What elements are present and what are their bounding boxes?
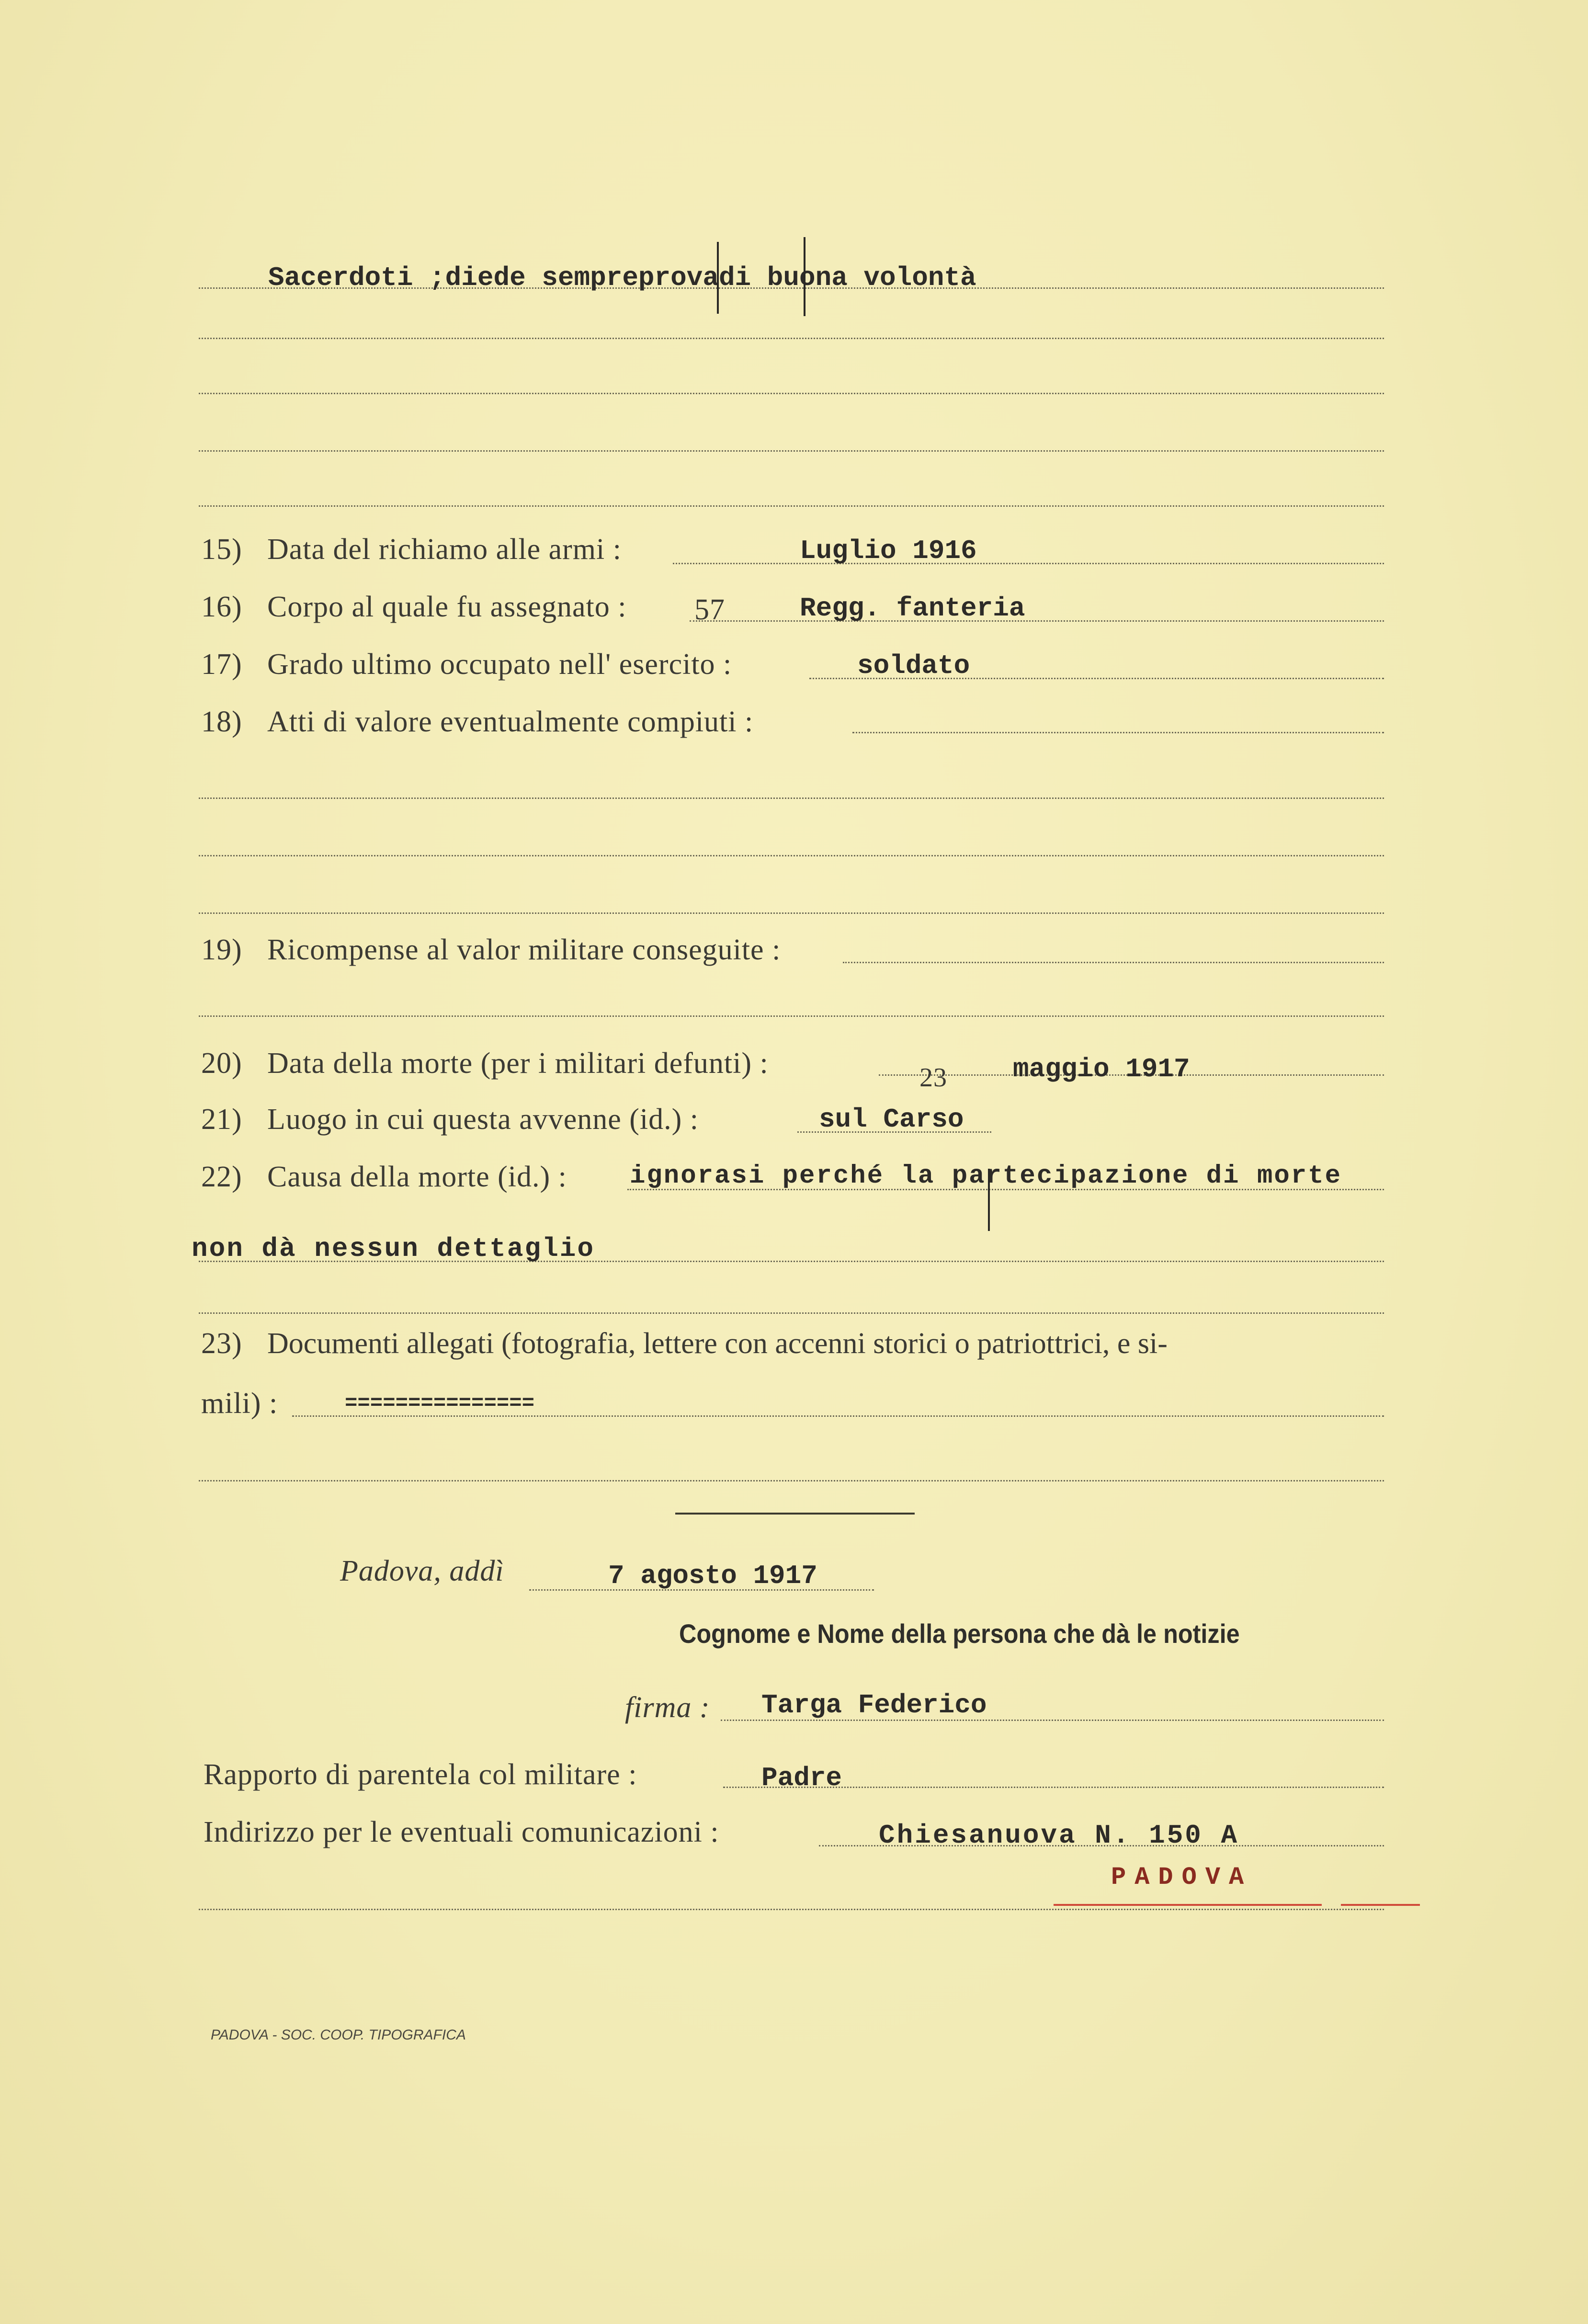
item-20-number: 20) (201, 1047, 242, 1080)
item-20-label: Data della morte (per i militari defunti) : (267, 1047, 769, 1080)
dotted-line (690, 620, 1384, 622)
name-heading: Cognome e Nome della persona che dà le notizie (679, 1618, 1240, 1649)
red-underline (1054, 1904, 1322, 1906)
dotted-line (199, 505, 1384, 507)
dotted-line (843, 962, 1384, 963)
address-value: Chiesanuova N. 150 A (879, 1820, 1239, 1851)
dotted-line (199, 1480, 1384, 1481)
dotted-line (199, 393, 1384, 394)
item-17-label: Grado ultimo occupato nell' esercito : (267, 648, 732, 681)
item-21-value: sul Carso (819, 1104, 964, 1135)
item-19-label: Ricompense al valor militare conseguite : (267, 934, 781, 966)
item-17-number: 17) (201, 648, 242, 681)
item-20-value-day: 23 (919, 1063, 947, 1093)
item-16-value: Regg. fanteria (800, 593, 1025, 624)
typed-mark (988, 1169, 990, 1231)
dotted-line (852, 732, 1384, 733)
item-21-label: Luogo in cui questa avvenne (id.) : (267, 1103, 699, 1136)
address-city: PADOVA (1111, 1863, 1253, 1891)
item-17-value: soldato (857, 650, 970, 681)
dotted-line (199, 855, 1384, 856)
item-16-label: Corpo al quale fu assegnato : (267, 591, 627, 623)
dotted-line (199, 797, 1384, 799)
typed-mark (717, 242, 719, 314)
red-underline (1341, 1904, 1420, 1906)
item-16-number: 16) (201, 591, 242, 623)
item-15-label: Data del richiamo alle armi : (267, 533, 622, 566)
item-15-number: 15) (201, 533, 242, 566)
section-divider (675, 1513, 915, 1515)
item-23-label: Documenti allegati (fotografia, lettere con accenni storici o patriottrici, e si- (267, 1327, 1168, 1360)
item-21-number: 21) (201, 1103, 242, 1136)
signature-label: firma : (625, 1691, 710, 1724)
dotted-line (292, 1415, 1384, 1417)
date-value: 7 agosto 1917 (608, 1561, 817, 1591)
item-22-label: Causa della morte (id.) : (267, 1161, 567, 1193)
dotted-line (199, 1909, 1384, 1910)
place-date-label: Padova, addì (340, 1555, 504, 1587)
dotted-line (673, 563, 1384, 564)
item-22-number: 22) (201, 1161, 242, 1193)
printer-imprint: PADOVA - SOC. COOP. TIPOGRAFICA (211, 2027, 466, 2043)
item-18-label: Atti di valore eventualmente compiuti : (267, 706, 754, 738)
signature-value: Targa Federico (761, 1690, 987, 1720)
typed-mark (804, 237, 805, 316)
dotted-line (199, 1312, 1384, 1314)
item-18-number: 18) (201, 706, 242, 738)
item-23-number: 23) (201, 1327, 242, 1360)
relation-value: Padre (761, 1763, 842, 1793)
dotted-line (199, 450, 1384, 452)
item-22-value: ignorasi perché la partecipazione di morte (630, 1162, 1342, 1191)
item-20-value: maggio 1917 (1013, 1054, 1190, 1084)
dotted-line (199, 912, 1384, 914)
item-16-value-number: 57 (694, 593, 725, 626)
dotted-line (199, 1015, 1384, 1017)
item-23-value: =============== (345, 1391, 535, 1415)
item-15-value: Luglio 1916 (800, 535, 977, 566)
item-19-number: 19) (201, 934, 242, 966)
item-22-value-continued: non dà nessun dettaglio (192, 1233, 595, 1264)
dotted-line (199, 338, 1384, 339)
address-label: Indirizzo per le eventuali comunicazioni : (204, 1816, 719, 1848)
item-23-label-continued: mili) : (201, 1387, 278, 1420)
relation-label: Rapporto di parentela col militare : (204, 1758, 637, 1791)
header-continuation-text: Sacerdoti ;diede sempreprovadi buona volontà (268, 262, 976, 293)
